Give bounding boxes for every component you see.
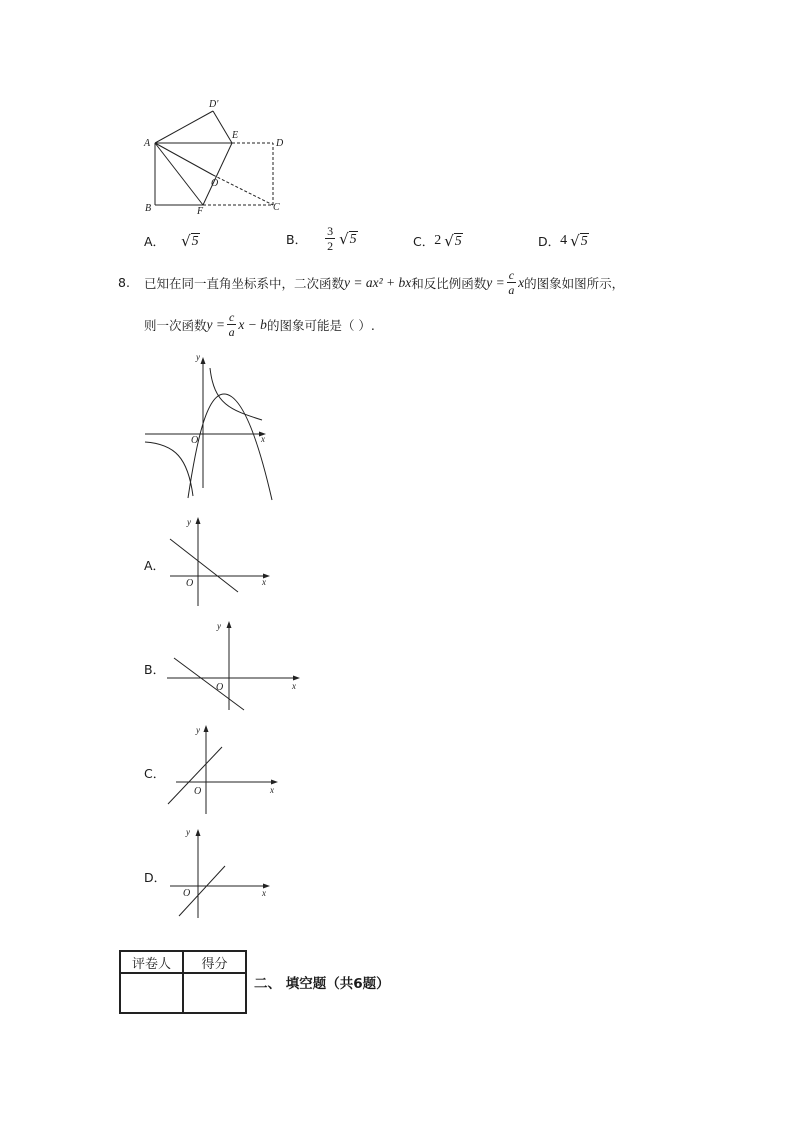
- q7-choice-b[interactable]: [286, 224, 358, 253]
- choice-letter: D．: [538, 234, 561, 249]
- sqrt-expression: √ 5: [339, 229, 357, 248]
- choice-letter: C．: [413, 234, 435, 249]
- segment-OC: [213, 175, 273, 205]
- segment-AF: [155, 143, 203, 205]
- label-D-prime: D': [209, 99, 219, 110]
- grader-table: [119, 950, 247, 1014]
- section-heading: 二、 填空题（共6题）: [254, 976, 390, 992]
- fraction: $\frac{3}{2}$: [327, 224, 334, 253]
- origin-label: O: [183, 888, 191, 899]
- x-axis-arrow: [271, 780, 278, 785]
- q8-function-graph: [140, 350, 280, 502]
- y-axis-arrow: [227, 621, 232, 628]
- axis-label-x: x: [292, 681, 296, 691]
- origin-label: O: [186, 578, 194, 589]
- choice-letter: A．: [144, 234, 166, 249]
- sqrt-expression: √ 5: [570, 232, 588, 250]
- hyperbola-branch-left: [145, 442, 193, 496]
- axis-label-x: x: [262, 888, 266, 898]
- q7-choice-c[interactable]: [413, 232, 463, 250]
- y-axis-arrow: [201, 357, 206, 364]
- segment-D-prime-E: [213, 111, 232, 143]
- q8-line-2: [144, 310, 375, 339]
- label-O: O: [211, 178, 219, 189]
- q7-choice-d[interactable]: [538, 232, 589, 250]
- origin-label: O: [194, 786, 202, 797]
- label-A: A: [144, 138, 151, 149]
- q8-option-a-graph[interactable]: [160, 512, 276, 612]
- sqrt-expression: √ 5: [444, 232, 462, 250]
- parabola-curve: [188, 394, 272, 500]
- quadratic-formula: y = ax² + bx: [344, 274, 412, 290]
- q8-option-c-graph[interactable]: [160, 720, 284, 820]
- axis-label-x: x: [262, 577, 266, 587]
- y-axis-arrow: [196, 829, 201, 836]
- q7-choices: [0, 224, 794, 262]
- q8-text: 则一次函数: [144, 317, 207, 333]
- y-axis-arrow: [196, 517, 201, 524]
- label-B: B: [145, 203, 152, 214]
- linear-function-lhs: y =: [206, 316, 225, 332]
- label-F: F: [197, 206, 204, 217]
- y-axis-arrow: [204, 725, 209, 732]
- label-D: D: [276, 138, 284, 149]
- hyperbola-branch-right: [210, 368, 262, 420]
- q7-choice-a[interactable]: [144, 232, 200, 250]
- linear-graph-line: [170, 539, 238, 592]
- q8-option-c-label[interactable]: C．: [144, 766, 166, 781]
- q8-text: 已知在同一直角坐标系中，二次函数: [144, 275, 345, 291]
- x-axis-arrow: [293, 676, 300, 681]
- q8-option-b-label[interactable]: B．: [144, 662, 166, 677]
- segment-AD-prime: [155, 111, 213, 143]
- axis-label-y: y: [187, 517, 191, 527]
- q8-text: 的图象可能是（ ）.: [266, 317, 375, 333]
- q8-option-b-graph[interactable]: [160, 616, 306, 716]
- linear-graph-line: [174, 658, 244, 710]
- geometry-figure: [138, 95, 298, 220]
- axis-label-y: y: [217, 621, 221, 631]
- coefficient: 4: [560, 233, 568, 248]
- choice-letter: B．: [286, 231, 308, 247]
- question-number: 8.: [118, 275, 130, 290]
- grader-header: 评卷人: [120, 951, 183, 973]
- origin-label: O: [191, 435, 199, 446]
- inverse-function-lhs: y =: [486, 274, 505, 290]
- score-cell[interactable]: [183, 973, 246, 1013]
- sqrt-expression: √ 5: [181, 232, 199, 250]
- q8-option-a-label[interactable]: A．: [144, 558, 166, 573]
- fraction-c-over-a: $\frac{c}{a}$: [228, 310, 235, 339]
- axis-label-x: x: [270, 785, 274, 795]
- q8-text: 的图象如图所示，: [524, 275, 625, 291]
- fraction-c-over-a: $\frac{c}{a}$: [508, 268, 515, 297]
- axis-label-y: y: [196, 352, 200, 362]
- q8-line-1: [118, 268, 624, 297]
- label-E: E: [232, 130, 239, 141]
- segment-EF: [203, 143, 232, 205]
- coefficient: 2: [434, 233, 442, 248]
- axis-label-y: y: [186, 827, 190, 837]
- origin-label: O: [216, 682, 224, 693]
- q8-text: 和反比例函数: [411, 275, 487, 291]
- grader-cell[interactable]: [120, 973, 183, 1013]
- inverse-function-rhs: x: [518, 274, 525, 290]
- q8-option-d-label[interactable]: D．: [144, 870, 167, 885]
- q8-option-d-graph[interactable]: [160, 824, 276, 924]
- segment-AO: [155, 143, 213, 175]
- axis-label-x: x: [261, 434, 265, 444]
- linear-function-rhs: x − b: [238, 316, 267, 332]
- label-C: C: [273, 202, 280, 213]
- axis-label-y: y: [196, 725, 200, 735]
- score-header: 得分: [183, 951, 246, 973]
